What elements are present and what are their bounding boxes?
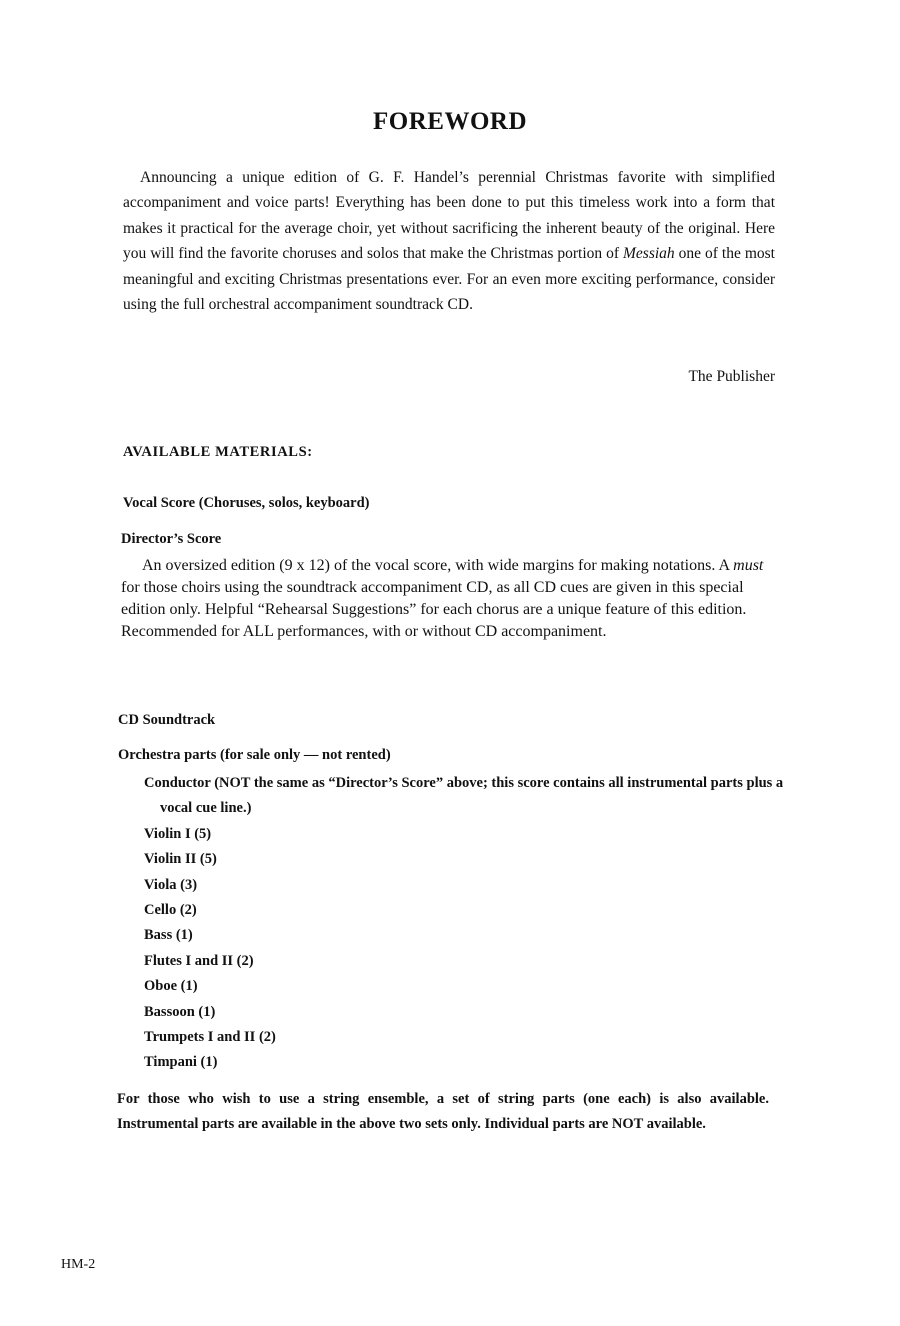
available-materials-heading: AVAILABLE MATERIALS: <box>123 444 313 460</box>
vocal-score-heading: Vocal Score (Choruses, solos, keyboard) <box>123 495 370 511</box>
part-timpani: Timpani (1) <box>144 1054 218 1071</box>
page-number: HM-2 <box>61 1257 96 1272</box>
orchestra-parts-list <box>144 771 784 1076</box>
directors-score-text-start: An oversized edition (9 x 12) of the vocal score, with wide margins for making notations. A <box>142 557 734 574</box>
cd-soundtrack-heading: CD Soundtrack <box>118 712 216 728</box>
foreword-text-end: one of the most meaningful and exciting Christmas presentations ever. For an even more exciting performance, consider using the full orchestral accompaniment soundtrack CD. <box>123 245 775 314</box>
publisher-signature: The Publisher <box>688 368 775 385</box>
part-bass: Bass (1) <box>144 927 193 944</box>
part-violin-2: Violin II (5) <box>144 851 217 868</box>
string-ensemble-note: For those who wish to use a string ensemble, a set of string parts (one each) is also available. Instrumental parts are available in the above two sets only. Individual parts are NOT available. <box>117 1091 769 1133</box>
foreword-text-start: Announcing a unique edition of G. F. Handel’s perennial Christmas favorite with simplified accompaniment and voice parts! Everything has been done to put this timeless work into a form that makes it practical for the average choir, yet without sacrificing the inherent beauty of the original. Here you will find the favorite choruses and solos that make the Christmas portion of <box>123 169 775 263</box>
directors-score-description <box>121 555 781 643</box>
part-violin-1: Violin I (5) <box>144 825 212 842</box>
part-viola: Viola (3) <box>144 876 198 893</box>
part-conductor: Conductor (NOT the same as “Director’s Score” above; this score contains all instrumental parts plus a vocal cue line.) <box>144 775 784 817</box>
part-trumpets: Trumpets I and II (2) <box>144 1029 276 1046</box>
messiah-title: Messiah <box>623 245 675 263</box>
orchestra-parts-heading: Orchestra parts (for sale only — not rented) <box>118 747 391 763</box>
directors-score-text-end: for those choirs using the soundtrack accompaniment CD, as all CD cues are given in this special edition only. Helpful “Rehearsal Suggestions” for each chorus are a unique feature of this edition. Recommended for ALL performances, with or without CD accompaniment. <box>121 579 747 640</box>
part-oboe: Oboe (1) <box>144 978 198 995</box>
foreword-paragraph <box>123 165 775 317</box>
part-cello: Cello (2) <box>144 902 197 919</box>
directors-score-heading: Director’s Score <box>121 531 222 547</box>
part-bassoon: Bassoon (1) <box>144 1003 216 1020</box>
page-title: FOREWORD <box>373 108 527 135</box>
part-flutes: Flutes I and II (2) <box>144 952 254 969</box>
must-emphasis: must <box>733 557 764 574</box>
